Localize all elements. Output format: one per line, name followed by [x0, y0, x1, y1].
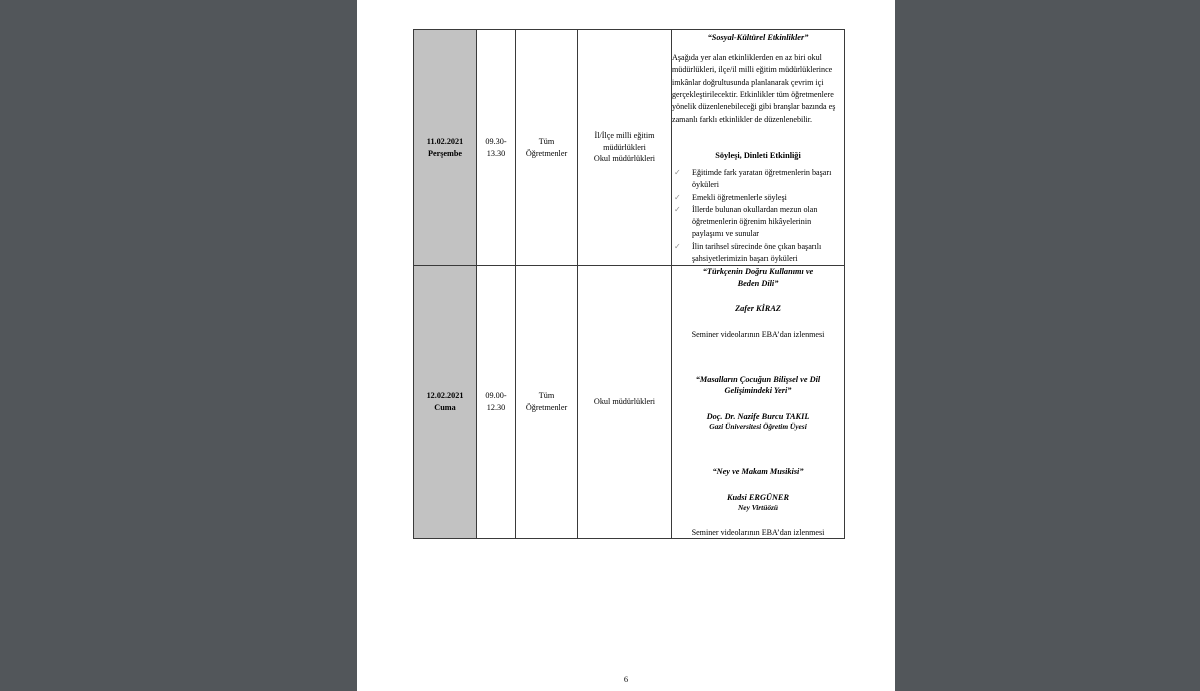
segment-title-line1: “Masalların Çocuğun Bilişsel ve Dil: [695, 374, 821, 384]
segment-note: Seminer videolarının EBA’dan izlenmesi: [691, 527, 825, 537]
segment-speaker-title: Gazi Üniversitesi Öğretim Üyesi: [709, 422, 807, 432]
row-target-cell: [516, 30, 578, 266]
segment-title-line2: Beden Dili”: [737, 278, 779, 288]
seminar-segment: [672, 466, 844, 538]
seminar-segment: [672, 374, 844, 432]
check-icon: ✓: [674, 204, 681, 214]
row-organizer-cell: [578, 266, 672, 539]
segment-note: Seminer videolarının EBA’dan izlenmesi: [691, 329, 825, 339]
row-date-cell: [414, 30, 477, 266]
row-target-line2: Öğretmenler: [525, 148, 568, 158]
list-item-label: Emekli öğretmenlerle söyleşi: [692, 192, 787, 202]
page-number: 6: [623, 674, 629, 684]
row-date-cell: [414, 266, 477, 539]
segment-speaker: Kudsi ERGÜNER: [726, 492, 790, 502]
segment-speaker: Doç. Dr. Nazife Burcu TAKIL: [706, 411, 810, 421]
list-item: [672, 204, 844, 241]
row-organizer-cell: [578, 30, 672, 266]
list-item: [672, 241, 844, 266]
row-day: Cuma: [434, 403, 456, 413]
row-content-cell: [672, 30, 845, 266]
page-content: [357, 0, 895, 691]
schedule-table: [413, 29, 845, 539]
row-target-cell: [516, 266, 578, 539]
row-organizer-line: müdürlükleri: [603, 142, 646, 152]
segment-title-line1: “Ney ve Makam Musikisi”: [712, 467, 804, 477]
check-icon: ✓: [674, 167, 681, 177]
list-item: [672, 167, 844, 192]
list-item-label: Eğitimde fark yaratan öğretmenlerin başarı öyküleri: [692, 167, 832, 190]
row-time-cell: [477, 30, 516, 266]
segment-title-line2: Gelişimindeki Yeri”: [724, 386, 792, 396]
segment-speaker-title: Ney Virtüözü: [737, 502, 779, 512]
row-content-cell: [672, 266, 845, 539]
row-date: 11.02.2021: [426, 136, 464, 146]
row-target-line2: Öğretmenler: [525, 403, 568, 413]
row-target-line1: Tüm: [538, 391, 555, 401]
row-target-line1: Tüm: [538, 136, 555, 146]
check-icon: ✓: [674, 192, 681, 202]
seminar-segment: [672, 266, 844, 340]
table-row: [414, 30, 845, 266]
row-organizer-line: İl/İlçe milli eğitim: [594, 131, 655, 141]
row-time-end: 12.30: [486, 403, 506, 413]
row-date: 12.02.2021: [426, 391, 464, 401]
list-item: [672, 192, 844, 204]
document-page: [357, 0, 895, 691]
row-time-start: 09.00-: [485, 391, 507, 401]
row-organizer-line: Okul müdürlükleri: [593, 154, 656, 164]
checklist: [672, 167, 844, 265]
content-subheading: Söyleşi, Dinleti Etkinliği: [715, 150, 801, 160]
row-time-cell: [477, 266, 516, 539]
check-icon: ✓: [674, 241, 681, 251]
row-day: Perşembe: [427, 148, 463, 158]
segment-speaker: Zafer KİRAZ: [735, 304, 781, 314]
list-item-label: İllerde bulunan okullardan mezun olan öğretmenlerin öğrenim hikâyelerinin paylaşımı ve sunular: [692, 204, 818, 239]
row-time-start: 09.30-: [485, 136, 507, 146]
segment-spacer: [672, 340, 844, 374]
content-paragraph: Aşağıda yer alan etkinliklerden en az biri okul müdürlükleri, ilçe/il milli eğitim müdürlüklerince imkânlar doğrultusunda planlanarak çevrim içi gerçekleştirilecektir. Etkinlikler tüm öğretmenlere yönelik düzenlenebileceği gibi branşlar bazında eş zamanlı farklı etkinlikler de düzenlenebilir.: [672, 53, 836, 124]
segment-title-line1: “Türkçenin Doğru Kullanımı ve: [702, 267, 814, 277]
content-heading: “Sosyal-Kültürel Etkinlikler”: [707, 33, 809, 42]
list-item-label: İlin tarihsel sürecinde öne çıkan başarılı şahsiyetlerimizin başarı öyküleri: [692, 241, 822, 264]
table-row: [414, 266, 845, 539]
row-time-end: 13.30: [486, 148, 506, 158]
segment-spacer: [672, 432, 844, 466]
row-organizer-line: Okul müdürlükleri: [593, 397, 656, 407]
